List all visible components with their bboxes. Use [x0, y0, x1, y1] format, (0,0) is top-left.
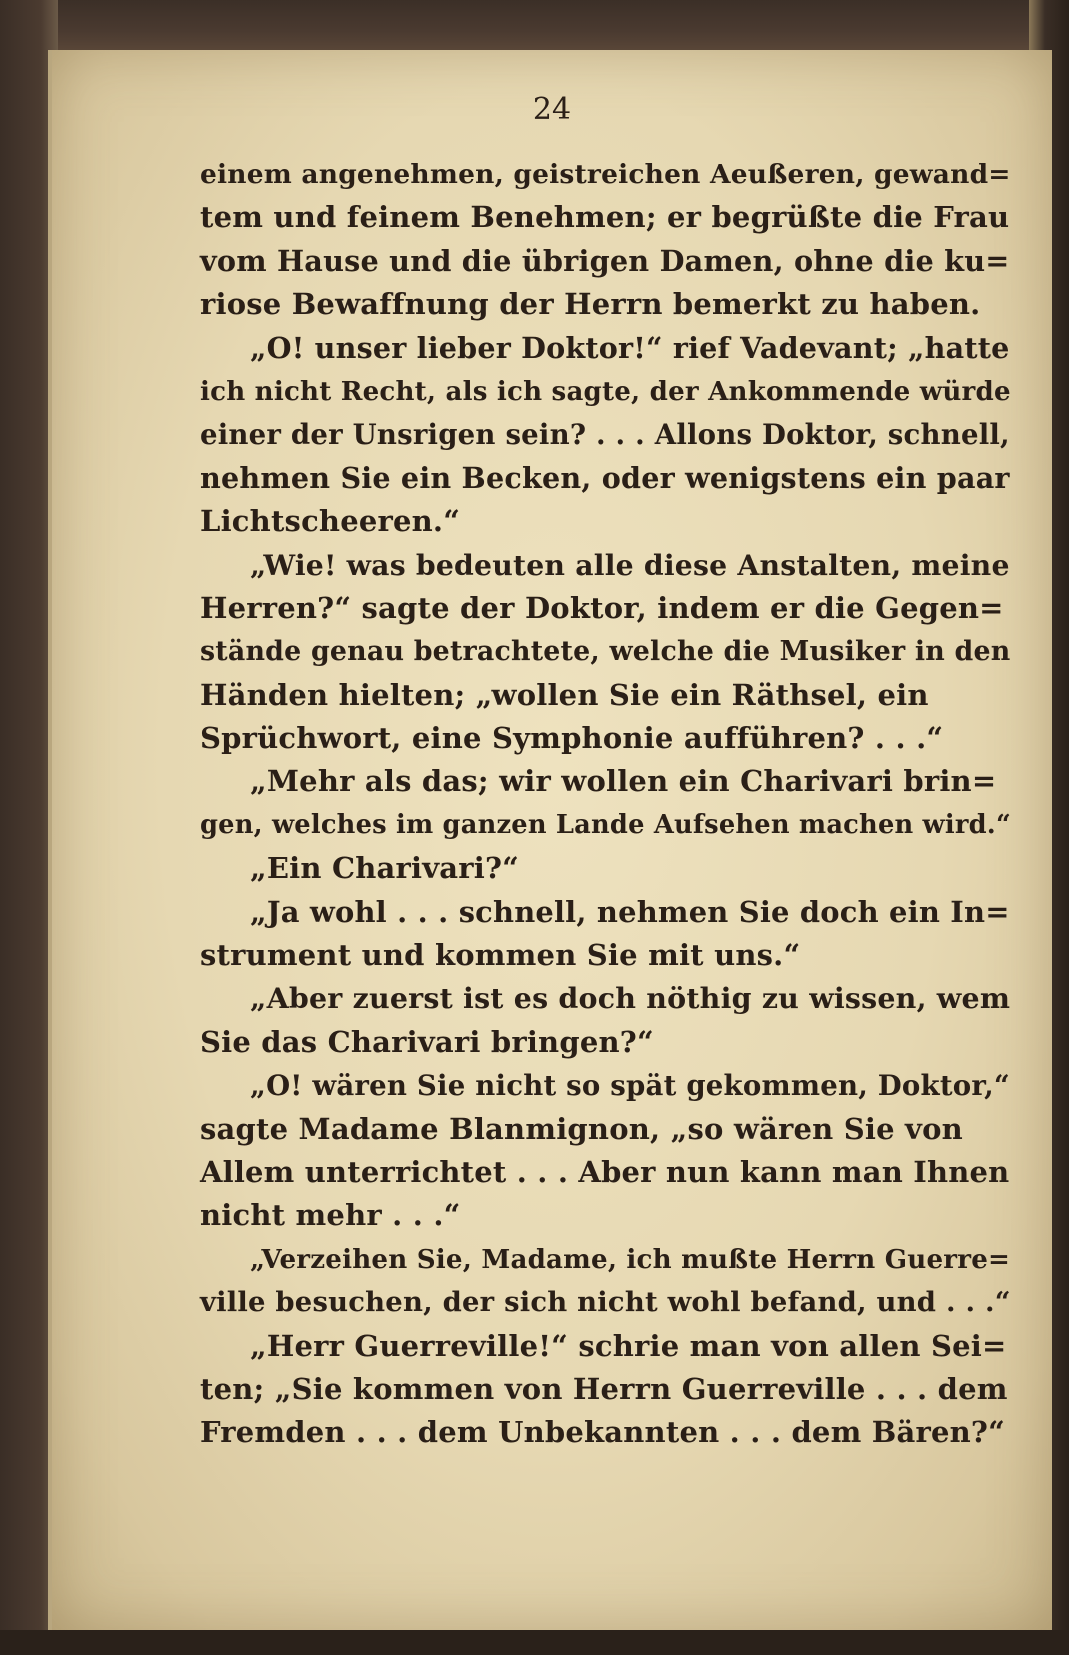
text-line: ich nicht Recht, als ich sagte, der Ankommende würde	[200, 375, 1011, 407]
text-line: strument und kommen Sie mit uns.“	[200, 938, 801, 973]
text-line: „Ja wohl . . . schnell, nehmen Sie doch ein In=	[250, 894, 1010, 929]
text-line: Händen hielten; „wollen Sie ein Räthsel, ein	[200, 677, 929, 712]
text-line: Sprüchwort, eine Symphonie aufführen? . . .“	[200, 721, 944, 756]
text-line: „Ein Charivari?“	[250, 851, 520, 886]
text-line: Sie das Charivari bringen?“	[200, 1024, 654, 1059]
text-line: Allem unterrichtet . . . Aber nun kann man Ihnen	[200, 1154, 1010, 1189]
book-top-edge	[0, 0, 1069, 52]
text-line: „Verzeihen Sie, Madame, ich mußte Herrn Guerre=	[250, 1243, 1011, 1275]
text-line: sagte Madame Blanmignon, „so wären Sie von	[200, 1111, 963, 1146]
text-line: vom Hause und die übrigen Damen, ohne die ku=	[200, 243, 1010, 278]
text-line: riose Bewaffnung der Herrn bemerkt zu haben.	[200, 287, 981, 322]
text-line: stände genau betrachtete, welche die Musiker in den	[200, 636, 1011, 668]
book-bottom-edge	[0, 1630, 1069, 1655]
text-line: einem angenehmen, geistreichen Aeußeren, gewand=	[200, 159, 1011, 190]
text-line: gen, welches im ganzen Lande Aufsehen machen wird.“	[200, 809, 1011, 840]
page-number: 24	[532, 92, 572, 127]
text-line: „Aber zuerst ist es doch nöthig zu wissen, wem	[250, 981, 1011, 1016]
text-line: „Herr Guerreville!“ schrie man von allen Sei=	[250, 1328, 1007, 1363]
text-line: tem und feinem Benehmen; er begrüßte die Frau	[200, 200, 1010, 235]
text-line: ville besuchen, der sich nicht wohl befand, und . . .“	[200, 1286, 1011, 1319]
text-line: ten; „Sie kommen von Herrn Guerreville . . . dem	[200, 1371, 1008, 1406]
text-line: nehmen Sie ein Becken, oder wenigstens ein paar	[200, 460, 1010, 495]
text-line: „Mehr als das; wir wollen ein Charivari brin=	[250, 764, 997, 799]
text-line: „O! wären Sie nicht so spät gekommen, Doktor,“	[250, 1069, 1010, 1103]
text-line: einer der Unsrigen sein? . . . Allons Doktor, schnell,	[200, 418, 1010, 452]
text-line: Fremden . . . dem Unbekannten . . . dem Bären?“	[200, 1415, 1005, 1450]
text-line: Herren?“ sagte der Doktor, indem er die Gegen=	[200, 590, 1004, 625]
page-text-block	[200, 153, 1010, 1455]
text-line: „O! unser lieber Doktor!“ rief Vadevant; „hatte	[250, 330, 1010, 365]
text-line: Lichtscheeren.“	[200, 504, 461, 539]
text-line: „Wie! was bedeuten alle diese Anstalten, meine	[250, 547, 1010, 582]
book-page	[48, 50, 1052, 1630]
text-line: nicht mehr . . .“	[200, 1198, 461, 1233]
